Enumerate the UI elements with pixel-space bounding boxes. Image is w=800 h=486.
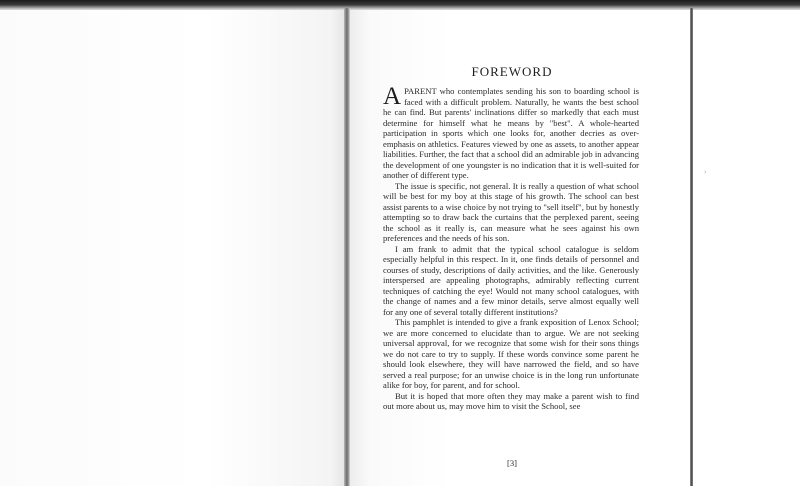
paragraph: But it is hoped that more often they may make a parent wish to find out more about us, may move him to visit the School, see	[383, 390, 639, 411]
foreword-body	[383, 83, 639, 412]
scan-background	[693, 10, 800, 486]
page-number: [3]	[506, 458, 518, 468]
left-blank-page	[0, 10, 344, 486]
paragraph: This pamphlet is intended to give a frank exposition of Lenox School; we are more concerned to elucidate than to argue. We are not seeking universal approval, for we recognize that some wish for their sons things we do not care to try to supply. If these words convince some parent he should look elsewhere, they will have narrowed the field, and so have served a real purpose; for an unwise choice is in the long run unfortunate alike for boy, for parent, and for school.	[383, 317, 639, 390]
paragraph: The issue is specific, not general. It is really a question of what school will be best for my boy at this stage of his growth. The school can best assist parents to a wise choice by not trying to "sell itself", but by honestly attempting so to draw back the curtains that the perplexed parent, seeing the school as it really is, can measure what he sees against his own preferences and the needs of his son.	[383, 180, 639, 243]
paragraph	[383, 83, 639, 181]
paragraph: I am frank to admit that the typical school catalogue is seldom especially helpful in this respect. In it, one finds details of personnel and courses of study, descriptions of daily activities, and the like. Generously interspersed are appealing photographs, admirably reflecting current techniques of catching the eye! Would not many school catalogues, with the change of names and a few minor details, serve almost equally well for any one of several totally different institutions?	[383, 243, 639, 317]
page-title: FOREWORD	[471, 64, 553, 79]
edge-mark: ›	[704, 168, 707, 176]
drop-cap: A	[383, 83, 402, 110]
paragraph-text: PARENT who contemplates sending his son to boarding school is faced with a difficult problem. Naturally, he wants the best school he can find. But parents' inclinations differ so markedly that each must determine for himself what he means by "best". A whole-hearted participation in sports which one looks for, another decries as over-emphasis on athletics. Features viewed by one as assets, to another appear liabilities. Further, the fact that a school did an admirable job in advancing the development of one youngster is no indication that it is well-suited for another of different type.	[383, 86, 639, 180]
